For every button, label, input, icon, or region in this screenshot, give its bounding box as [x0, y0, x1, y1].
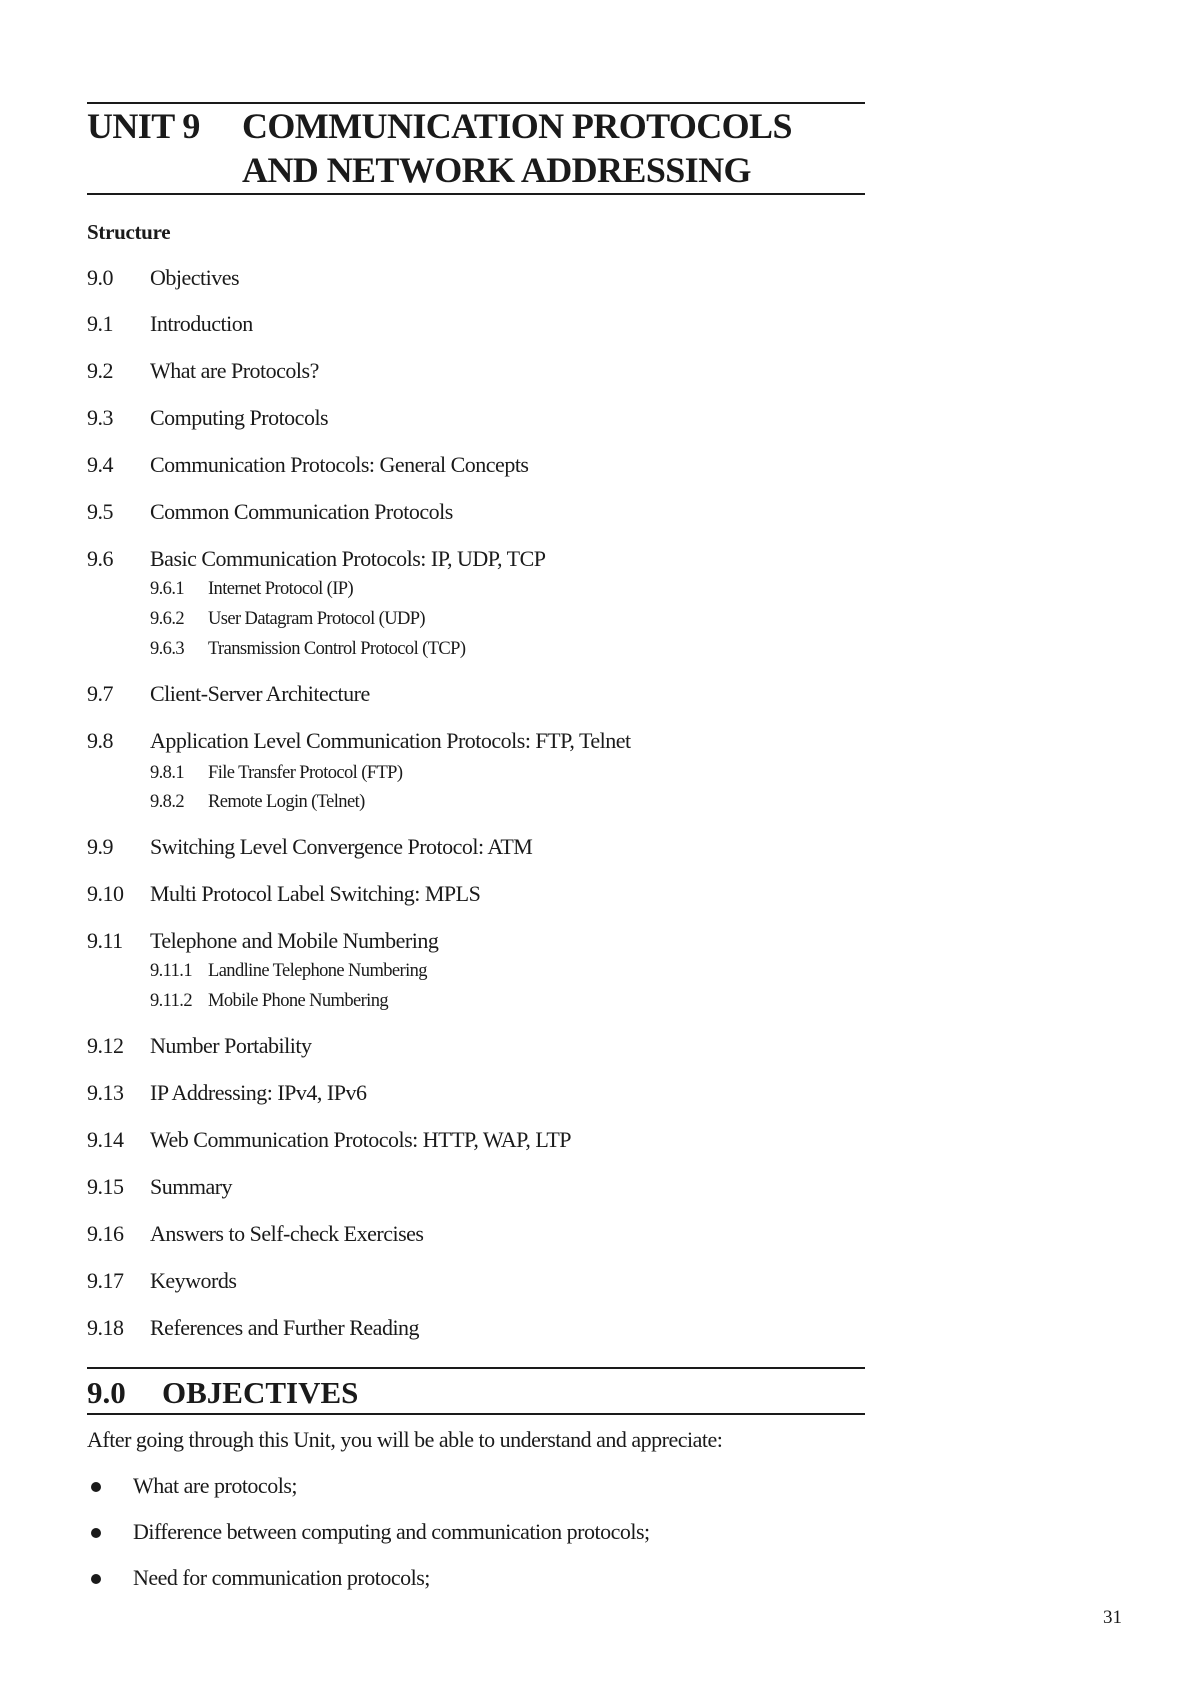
toc-item-number: 9.5	[87, 499, 113, 524]
toc-item-title: Web Communication Protocols: HTTP, WAP, LTP	[150, 1127, 572, 1152]
bullet-text: Difference between computing and communication protocols;	[133, 1519, 650, 1544]
toc-item-title: Multi Protocol Label Switching: MPLS	[150, 881, 481, 906]
toc-item-number: 9.18	[87, 1315, 124, 1340]
page-number: 31	[1103, 1607, 1122, 1628]
toc-subitem-number: 9.11.1	[150, 961, 192, 981]
toc-item-number: 9.10	[87, 881, 124, 906]
toc-subitem-number: 9.8.2	[150, 792, 185, 812]
bullet-text: What are protocols;	[133, 1473, 297, 1498]
toc-item-title: References and Further Reading	[150, 1315, 420, 1340]
toc-item-title: Switching Level Convergence Protocol: ATM	[150, 834, 533, 859]
toc-subitem-title: Landline Telephone Numbering	[208, 961, 427, 981]
unit-number: UNIT 9	[87, 106, 200, 146]
objectives-bottom-rule	[87, 1413, 865, 1415]
toc-item-number: 9.1	[87, 311, 113, 336]
objectives-intro: After going through this Unit, you will be able to understand and appreciate:	[87, 1427, 723, 1452]
toc-item-number: 9.4	[87, 452, 113, 477]
objectives-top-rule	[87, 1367, 865, 1369]
toc-item-number: 9.9	[87, 834, 113, 859]
toc-item-number: 9.12	[87, 1033, 124, 1058]
bullet-dot-icon	[91, 1574, 101, 1584]
unit-title-line-1: COMMUNICATION PROTOCOLS	[242, 106, 792, 146]
toc-item-title: Communication Protocols: General Concepts	[150, 452, 529, 477]
toc-item-title: What are Protocols?	[150, 358, 319, 383]
toc-item-number: 9.2	[87, 358, 113, 383]
bullet-dot-icon	[91, 1528, 101, 1538]
toc-item-title: Basic Communication Protocols: IP, UDP, TCP	[150, 546, 546, 571]
toc-item-title: Answers to Self-check Exercises	[150, 1221, 424, 1246]
toc-item-number: 9.0	[87, 265, 113, 290]
toc-item-number: 9.16	[87, 1221, 124, 1246]
toc-subitem-title: File Transfer Protocol (FTP)	[208, 763, 403, 783]
toc-subitem-number: 9.6.3	[150, 639, 185, 659]
toc-item-title: Computing Protocols	[150, 405, 329, 430]
toc-item-title: Client-Server Architecture	[150, 681, 370, 706]
section-title: OBJECTIVES	[162, 1375, 359, 1410]
toc-subitem-title: Remote Login (Telnet)	[208, 792, 365, 812]
toc-item-number: 9.13	[87, 1080, 124, 1105]
toc-item-number: 9.15	[87, 1174, 124, 1199]
toc-subitem-title: Transmission Control Protocol (TCP)	[208, 639, 466, 659]
toc-item-number: 9.8	[87, 728, 113, 753]
toc-subitem-number: 9.6.1	[150, 579, 185, 599]
toc-item-number: 9.17	[87, 1268, 124, 1293]
title-bottom-rule	[87, 193, 865, 195]
toc-subitem-title: User Datagram Protocol (UDP)	[208, 609, 425, 629]
toc-item-title: Keywords	[150, 1268, 237, 1293]
toc-item-title: Number Portability	[150, 1033, 312, 1058]
toc-subitem-title: Mobile Phone Numbering	[208, 991, 389, 1011]
toc-item-number: 9.11	[87, 928, 123, 953]
bullet-text: Need for communication protocols;	[133, 1565, 430, 1590]
toc-item-number: 9.14	[87, 1127, 124, 1152]
toc-item-title: Telephone and Mobile Numbering	[150, 928, 439, 953]
toc-item-title: Common Communication Protocols	[150, 499, 453, 524]
structure-label: Structure	[87, 220, 171, 244]
toc-item-number: 9.6	[87, 546, 113, 571]
toc-item-title: Introduction	[150, 311, 253, 336]
toc-item-title: Application Level Communication Protocols: FTP, Telnet	[150, 728, 631, 753]
toc-subitem-number: 9.6.2	[150, 609, 185, 629]
toc-subitem-number: 9.11.2	[150, 991, 192, 1011]
unit-title-line-2: AND NETWORK ADDRESSING	[242, 150, 751, 190]
section-number: 9.0	[87, 1375, 126, 1410]
toc-item-title: IP Addressing: IPv4, IPv6	[150, 1080, 367, 1105]
toc-item-title: Objectives	[150, 265, 240, 290]
bullet-dot-icon	[91, 1482, 101, 1492]
toc-subitem-title: Internet Protocol (IP)	[208, 579, 354, 599]
toc-item-number: 9.7	[87, 681, 113, 706]
toc-subitem-number: 9.8.1	[150, 763, 185, 783]
toc-item-number: 9.3	[87, 405, 113, 430]
toc-item-title: Summary	[150, 1174, 233, 1199]
